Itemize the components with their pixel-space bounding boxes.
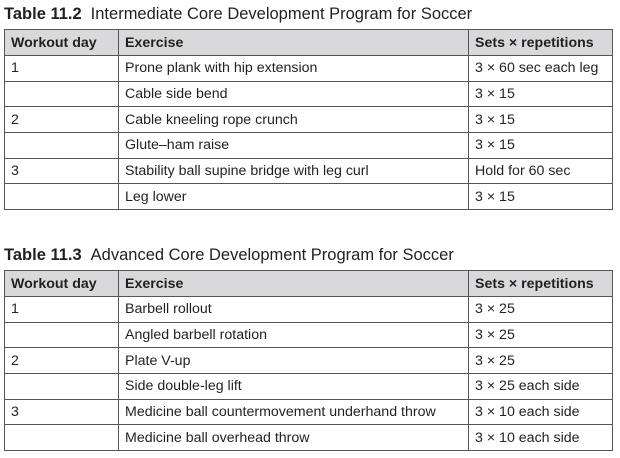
table-11-2-block xyxy=(4,3,612,210)
cell-exercise: Side double-leg lift xyxy=(119,374,469,400)
table-number: Table 11.3 xyxy=(4,246,82,264)
cell-sets-reps: Hold for 60 sec xyxy=(469,158,613,184)
cell-sets-reps: 3 × 10 each side xyxy=(469,425,613,451)
cell-sets-reps: 3 × 25 xyxy=(469,322,613,348)
program-table-advanced xyxy=(4,270,613,451)
cell-sets-reps: 3 × 10 each side xyxy=(469,399,613,425)
table-row xyxy=(5,158,613,184)
table-caption xyxy=(4,3,612,29)
cell-exercise: Barbell rollout xyxy=(119,297,469,323)
table-number: Table 11.2 xyxy=(4,5,82,23)
table-row xyxy=(5,322,613,348)
header-row xyxy=(5,30,613,56)
table-row xyxy=(5,56,613,82)
cell-workout-day xyxy=(5,81,119,107)
table-caption xyxy=(4,244,612,270)
cell-sets-reps: 3 × 25 xyxy=(469,297,613,323)
table-row xyxy=(5,133,613,159)
table-row xyxy=(5,399,613,425)
program-table-intermediate xyxy=(4,29,613,210)
header-row xyxy=(5,271,613,297)
cell-workout-day xyxy=(5,374,119,400)
table-title: Advanced Core Development Program for Soccer xyxy=(90,246,454,264)
cell-workout-day: 3 xyxy=(5,399,119,425)
table-row xyxy=(5,297,613,323)
table-11-3-block xyxy=(4,244,612,451)
cell-sets-reps: 3 × 15 xyxy=(469,81,613,107)
header-workout-day: Workout day xyxy=(5,30,119,56)
cell-exercise: Stability ball supine bridge with leg curl xyxy=(119,158,469,184)
cell-sets-reps: 3 × 25 xyxy=(469,348,613,374)
cell-exercise: Cable side bend xyxy=(119,81,469,107)
cell-workout-day: 2 xyxy=(5,107,119,133)
table-row xyxy=(5,184,613,210)
cell-exercise: Plate V-up xyxy=(119,348,469,374)
cell-sets-reps: 3 × 60 sec each leg xyxy=(469,56,613,82)
cell-exercise: Glute–ham raise xyxy=(119,133,469,159)
header-sets-reps: Sets × repetitions xyxy=(469,30,613,56)
cell-workout-day xyxy=(5,425,119,451)
cell-sets-reps: 3 × 15 xyxy=(469,133,613,159)
table-row xyxy=(5,107,613,133)
table-row xyxy=(5,374,613,400)
cell-exercise: Angled barbell rotation xyxy=(119,322,469,348)
header-exercise: Exercise xyxy=(119,271,469,297)
cell-sets-reps: 3 × 25 each side xyxy=(469,374,613,400)
header-workout-day: Workout day xyxy=(5,271,119,297)
cell-workout-day: 3 xyxy=(5,158,119,184)
cell-exercise: Prone plank with hip extension xyxy=(119,56,469,82)
cell-sets-reps: 3 × 15 xyxy=(469,184,613,210)
table-row xyxy=(5,348,613,374)
cell-exercise: Leg lower xyxy=(119,184,469,210)
cell-workout-day xyxy=(5,133,119,159)
table-row xyxy=(5,425,613,451)
table-row xyxy=(5,81,613,107)
cell-workout-day: 1 xyxy=(5,297,119,323)
cell-workout-day xyxy=(5,184,119,210)
header-exercise: Exercise xyxy=(119,30,469,56)
cell-exercise: Medicine ball overhead throw xyxy=(119,425,469,451)
cell-workout-day: 2 xyxy=(5,348,119,374)
cell-workout-day: 1 xyxy=(5,56,119,82)
table-title: Intermediate Core Development Program for Soccer xyxy=(90,5,473,23)
cell-sets-reps: 3 × 15 xyxy=(469,107,613,133)
header-sets-reps: Sets × repetitions xyxy=(469,271,613,297)
cell-workout-day xyxy=(5,322,119,348)
cell-exercise: Cable kneeling rope crunch xyxy=(119,107,469,133)
cell-exercise: Medicine ball countermovement underhand throw xyxy=(119,399,469,425)
